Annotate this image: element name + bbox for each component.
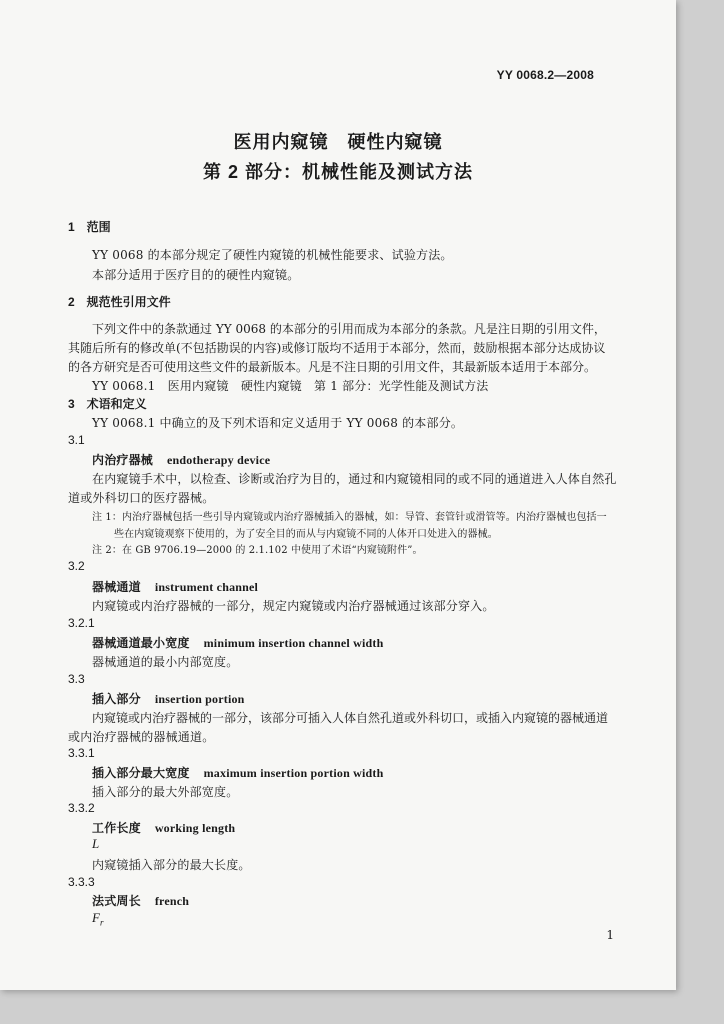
standard-number: YY 0068.2—2008: [496, 68, 594, 82]
term-definition: 插入部分的最大外部宽度。: [92, 785, 239, 799]
term-symbol: [92, 910, 103, 928]
section-2-paragraph-line-3: 的各方研究是否可使用这些文件的最新版本。凡是不注日期的引用文件，其最新版本适用于本部分。: [68, 360, 597, 374]
term-definition: 内窥镜或内治疗器械的一部分，规定内窥镜或内治疗器械通过该部分穿入。: [92, 599, 495, 613]
term-definition-line-2: 道或外科切口的医疗器械。: [68, 491, 215, 505]
term-heading: [92, 451, 270, 468]
term-number: 3.3: [68, 672, 85, 686]
section-2-heading: 2 规范性引用文件: [68, 295, 171, 309]
term-chinese: 内治疗器械: [92, 453, 154, 467]
symbol-main: F: [92, 910, 100, 925]
term-chinese: 插入部分最大宽度: [92, 766, 190, 780]
term-chinese: 插入部分: [92, 692, 141, 706]
term-number: 3.3.1: [68, 746, 95, 760]
section-2-paragraph-line-1: 下列文件中的条款通过 YY 0068 的本部分的引用而成为本部分的条款。凡是注日期的引用文件，: [92, 322, 606, 336]
term-heading: [92, 578, 258, 595]
term-symbol: L: [92, 836, 100, 851]
term-heading: [92, 690, 245, 707]
term-english: working length: [154, 821, 236, 835]
term-number: 3.3.2: [68, 801, 95, 815]
term-chinese: 器械通道: [92, 580, 141, 594]
term-number: 3.3.3: [68, 875, 95, 889]
term-chinese: 法式周长: [92, 894, 141, 908]
term-definition-line-1: 在内窥镜手术中，以检查、诊断或治疗为目的，通过和内窥镜相同的或不同的通道进入人体自然孔: [92, 472, 617, 486]
document-subtitle: 第 2 部分：机械性能及测试方法: [202, 162, 473, 182]
document-title: 医用内窥镜 硬性内窥镜: [233, 132, 443, 152]
term-english: endotherapy device: [167, 453, 271, 467]
term-english: maximum insertion portion width: [203, 766, 384, 780]
term-english: instrument channel: [154, 580, 259, 594]
term-heading: [92, 892, 189, 909]
section-1-paragraph-2: 本部分适用于医疗目的的硬性内窥镜。: [92, 268, 300, 282]
note-1-line-1: 注 1：内治疗器械包括一些引导内窥镜或内治疗器械插入的器械，如：导管、套管针或滑管等。内治疗器械也包括一: [92, 512, 607, 523]
page-number: 1: [606, 928, 614, 942]
term-number: 3.2: [68, 559, 85, 573]
term-definition-line-2: 或内治疗器械的器械通道。: [68, 730, 215, 744]
section-2-reference: YY 0068.1 医用内窥镜 硬性内窥镜 第 1 部分：光学性能及测试方法: [92, 379, 489, 393]
term-heading: [92, 819, 235, 836]
section-2-paragraph-line-2: 其随后所有的修改单(不包括勘误的内容)或修订版均不适用于本部分，然而，鼓励根据本部分达成协议: [68, 341, 606, 355]
term-number: 3.1: [68, 433, 85, 447]
term-heading: [92, 764, 384, 781]
section-3-heading: 3 术语和定义: [68, 397, 147, 411]
term-english: insertion portion: [154, 692, 245, 706]
term-chinese: 工作长度: [92, 821, 141, 835]
note-2: 注 2：在 GB 9706.19—2000 的 2.1.102 中使用了术语“内窥镜附件”。: [92, 545, 423, 556]
term-english: minimum insertion channel width: [203, 636, 384, 650]
term-chinese: 器械通道最小宽度: [92, 636, 190, 650]
section-1-paragraph-1: YY 0068 的本部分规定了硬性内窥镜的机械性能要求、试验方法。: [92, 248, 453, 262]
term-heading: [92, 634, 384, 651]
note-1-line-2: 些在内窥镜观察下使用的，为了安全目的而从与内窥镜不同的人体开口处进入的器械。: [114, 529, 498, 540]
symbol-subscript: r: [99, 917, 104, 928]
section-1-heading: 1 范围: [68, 220, 111, 234]
term-definition: 内窥镜插入部分的最大长度。: [92, 858, 251, 872]
term-english: french: [154, 894, 190, 908]
term-definition-line-1: 内窥镜或内治疗器械的一部分，该部分可插入人体自然孔道或外科切口，或插入内窥镜的器械通道: [92, 711, 609, 725]
term-number: 3.2.1: [68, 616, 95, 630]
term-definition: 器械通道的最小内部宽度。: [92, 655, 239, 669]
section-3-intro: YY 0068.1 中确立的及下列术语和定义适用于 YY 0068 的本部分。: [92, 416, 464, 430]
